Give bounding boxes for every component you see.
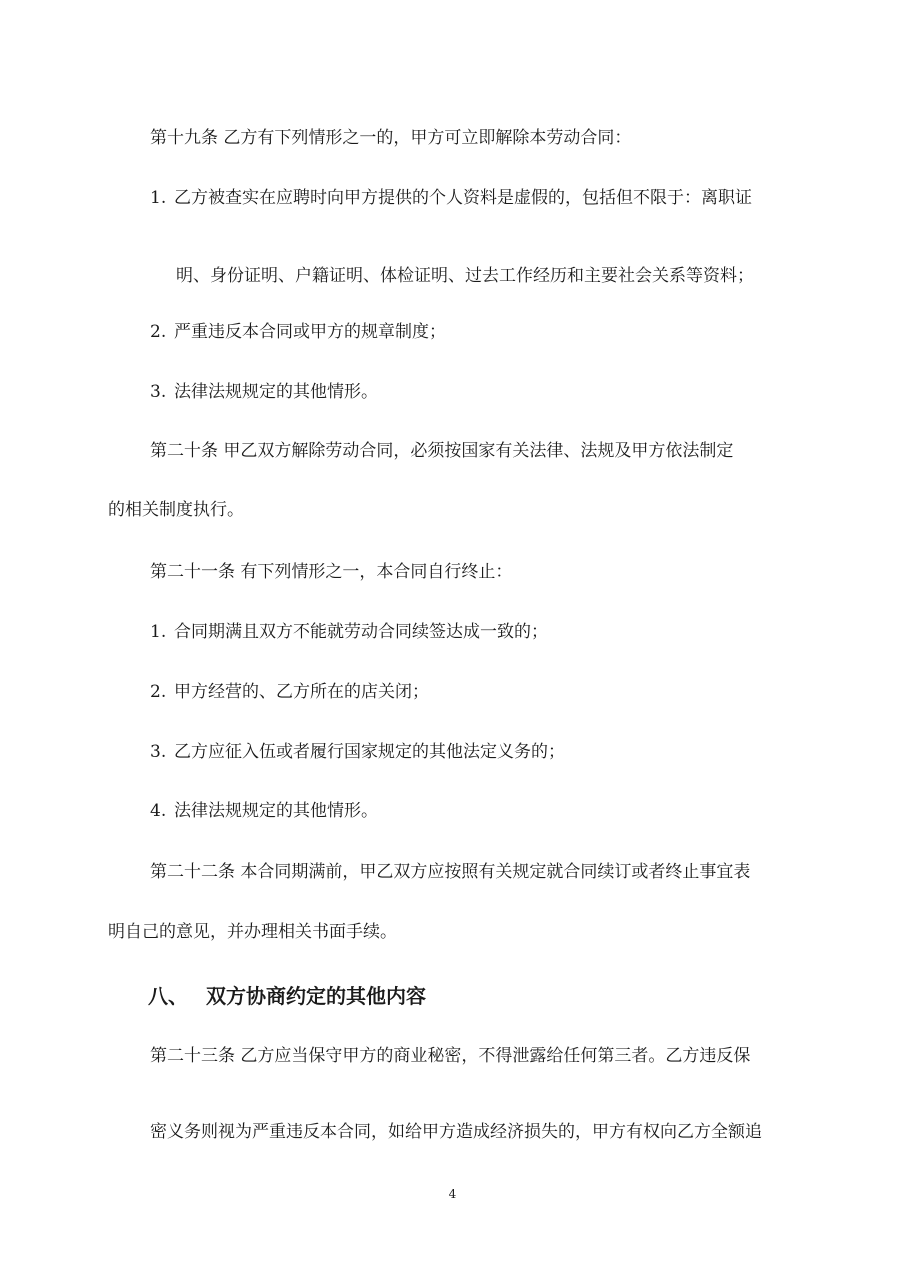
article-19-item-1-continuation: 明、身份证明、户籍证明、体检证明、过去工作经历和主要社会关系等资料； xyxy=(176,266,754,286)
item-text: 合同期满且双方不能就劳动合同续签达成一致的； xyxy=(174,622,548,642)
article-20-line-1: 第二十条 甲乙双方解除劳动合同，必须按国家有关法律、法规及甲方依法制定 xyxy=(150,441,734,461)
item-text: 严重违反本合同或甲方的规章制度； xyxy=(174,322,446,342)
article-22-line-2: 明自己的意见，并办理相关书面手续。 xyxy=(108,922,397,942)
article-19-item-2 xyxy=(150,320,446,344)
item-number: 3. xyxy=(150,382,167,402)
item-number: 1. xyxy=(150,188,167,208)
item-text: 法律法规规定的其他情形。 xyxy=(174,801,378,821)
section-title: 双方协商约定的其他内容 xyxy=(206,984,426,1008)
article-21-item-4 xyxy=(150,799,378,823)
article-19-item-1 xyxy=(150,186,752,210)
article-23-line-2: 密义务则视为严重违反本合同，如给甲方造成经济损失的，甲方有权向乙方全额追 xyxy=(150,1122,762,1142)
item-text: 乙方应征入伍或者履行国家规定的其他法定义务的； xyxy=(174,742,565,762)
article-19-title: 第十九条 乙方有下列情形之一的，甲方可立即解除本劳动合同： xyxy=(150,128,632,148)
article-20-line-2: 的相关制度执行。 xyxy=(108,500,244,520)
item-number: 4. xyxy=(150,801,167,821)
item-number: 1. xyxy=(150,622,167,642)
section-8-heading xyxy=(148,982,426,1010)
article-21-title: 第二十一条 有下列情形之一，本合同自行终止： xyxy=(150,562,513,582)
article-21-item-1 xyxy=(150,620,548,644)
article-23-line-1: 第二十三条 乙方应当保守甲方的商业秘密，不得泄露给任何第三者。乙方违反保 xyxy=(150,1046,751,1066)
article-21-item-3 xyxy=(150,740,565,764)
item-text: 乙方被查实在应聘时向甲方提供的个人资料是虚假的，包括但不限于：离职证 xyxy=(174,188,752,208)
item-text: 甲方经营的、乙方所在的店关闭； xyxy=(174,682,429,702)
item-number: 3. xyxy=(150,742,167,762)
item-text: 法律法规规定的其他情形。 xyxy=(174,382,378,402)
item-number: 2. xyxy=(150,322,167,342)
item-number: 2. xyxy=(150,682,167,702)
article-21-item-2 xyxy=(150,680,429,704)
page-number: 4 xyxy=(448,1187,457,1201)
section-number: 八、 xyxy=(148,984,188,1008)
article-19-item-3 xyxy=(150,380,378,404)
article-22-line-1: 第二十二条 本合同期满前，甲乙双方应按照有关规定就合同续订或者终止事宜表 xyxy=(150,862,751,882)
